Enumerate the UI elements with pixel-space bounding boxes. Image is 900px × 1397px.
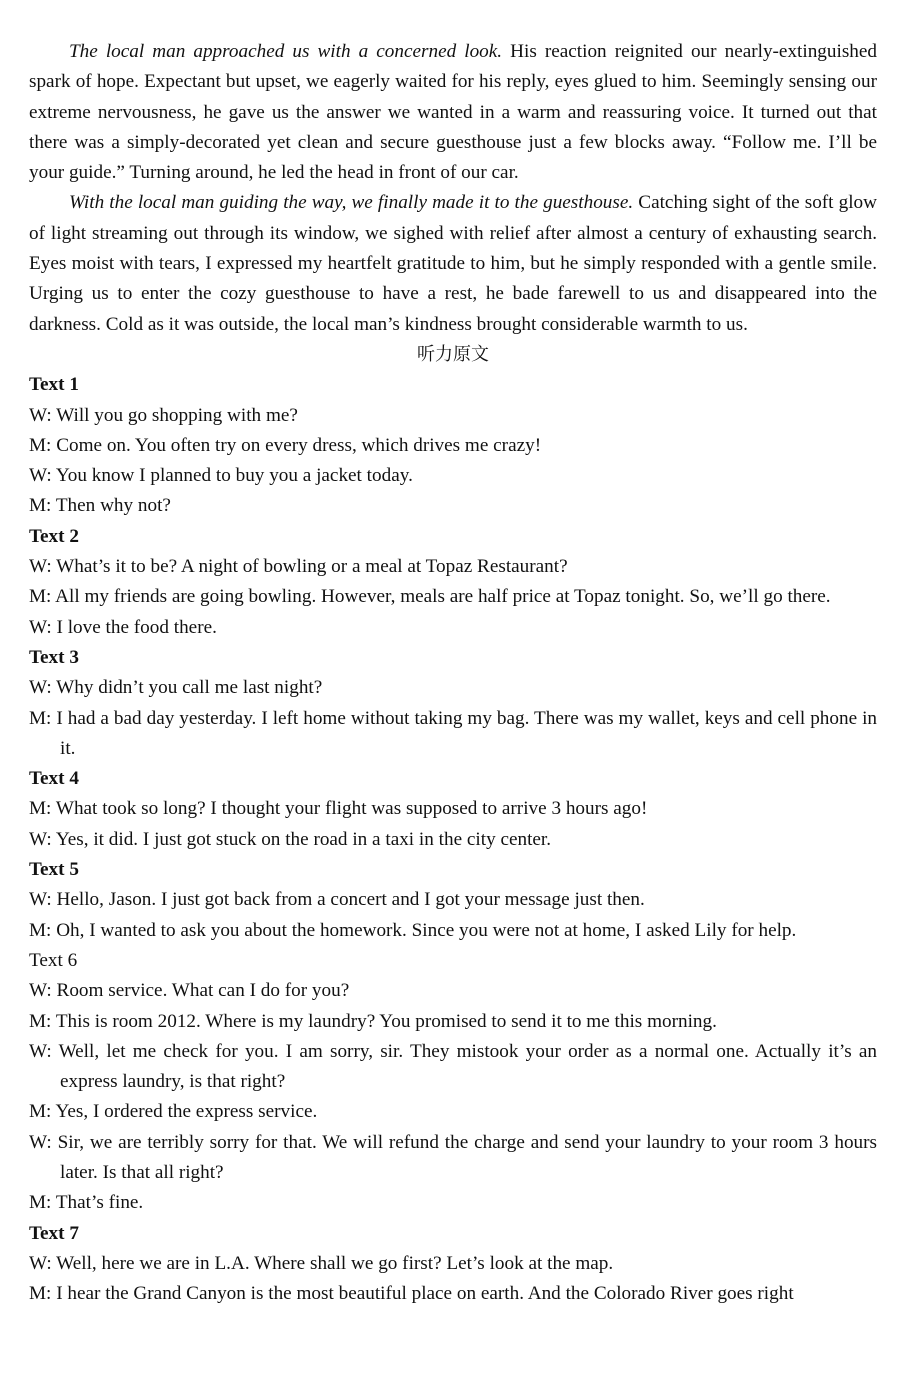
dialogue-line: W: I love the food there. (29, 616, 217, 638)
dialogue-line: M: Oh, I wanted to ask you about the homework. Since you were not at home, I asked Lily for help. (29, 919, 797, 941)
dialogue-line: W: Sir, we are terribly sorry for that. We will refund the charge and send your laundry to your room 3 hours later. Is that all right? (29, 1131, 877, 1183)
dialogue-line: M: All my friends are going bowling. However, meals are half price at Topaz tonight. So, we’ll go there. (29, 586, 831, 608)
text-heading-3: Text 3 (29, 646, 79, 668)
dialogue-line: W: Yes, it did. I just got stuck on the road in a taxi in the city center. (29, 828, 552, 850)
document-page (29, 37, 877, 1309)
story-lead-1: The local man approached us with a concerned look. (69, 41, 503, 62)
dialogue-line: M: I had a bad day yesterday. I left home without taking my bag. There was my wallet, keys and cell phone in it. (29, 707, 877, 759)
dialogue-line: M: I hear the Grand Canyon is the most beautiful place on earth. And the Colorado River goes right (29, 1283, 794, 1305)
dialogue-line: W: Well, here we are in L.A. Where shall we go first? Let’s look at the map. (29, 1252, 614, 1274)
text-heading-5: Text 5 (29, 859, 79, 881)
text-heading-1: Text 1 (29, 374, 79, 396)
dialogue-line: W: What’s it to be? A night of bowling or a meal at Topaz Restaurant? (29, 556, 568, 578)
dialogue-line: M: Come on. You often try on every dress, which drives me crazy! (29, 434, 542, 456)
story-text-1: His reaction reignited our nearly-extinguished spark of hope. Expectant but upset, we eagerly waited for his reply, eyes glued to him. Seemingly sensing our extreme nervousness, he gave us the answer we wanted in a warm and reassuring voice. It turned out that there was a simply-decorated yet clean and secure guesthouse just a few blocks away. “Follow me. I’ll be your guide.” Turning around, he led the head in front of our car. (29, 41, 877, 184)
dialogue-line: W: Well, let me check for you. I am sorry, sir. They mistook your order as a normal one. Actually it’s an express laundry, is that right? (29, 1040, 877, 1093)
text-heading-6: Text 6 (29, 949, 78, 971)
dialogue-line: M: Then why not? (29, 495, 171, 517)
dialogue-line: W: Hello, Jason. I just got back from a concert and I got your message just then. (29, 889, 645, 911)
dialogue-line: W: Room service. What can I do for you? (29, 980, 350, 1002)
text-heading-4: Text 4 (29, 768, 79, 790)
dialogue-line: M: This is room 2012. Where is my laundry? You promised to send it to me this morning. (29, 1010, 717, 1032)
dialogue-line: M: What took so long? I thought your flight was supposed to arrive 3 hours ago! (29, 798, 648, 820)
dialogue-line: W: Will you go shopping with me? (29, 404, 298, 426)
text-heading-7: Text 7 (29, 1222, 79, 1244)
text-heading-2: Text 2 (29, 525, 79, 547)
listening-transcript (29, 370, 877, 1309)
story-text-2: Catching sight of the soft glow of light streaming out through its window, we sighed with relief after almost a century of exhausting search. Eyes moist with tears, I expressed my heartfelt gratitude to him, but he simply responded with a gentle smile. Urging us to enter the cozy guesthouse to have a rest, he bade farewell to us and disappeared into the darkness. Cold as it was outside, the local man’s kindness brought considerable warmth to us. (29, 192, 877, 335)
dialogue-line: M: That’s fine. (29, 1192, 144, 1214)
dialogue-line: W: Why didn’t you call me last night? (29, 677, 323, 699)
story-lead-2: With the local man guiding the way, we finally made it to the guesthouse. (69, 192, 634, 214)
story-paragraph-2 (29, 188, 877, 339)
story-paragraph-1 (29, 37, 877, 188)
dialogue-line: M: Yes, I ordered the express service. (29, 1101, 318, 1123)
dialogue-line: W: You know I planned to buy you a jacket today. (29, 465, 413, 487)
section-title: 听力原文 (417, 343, 489, 365)
